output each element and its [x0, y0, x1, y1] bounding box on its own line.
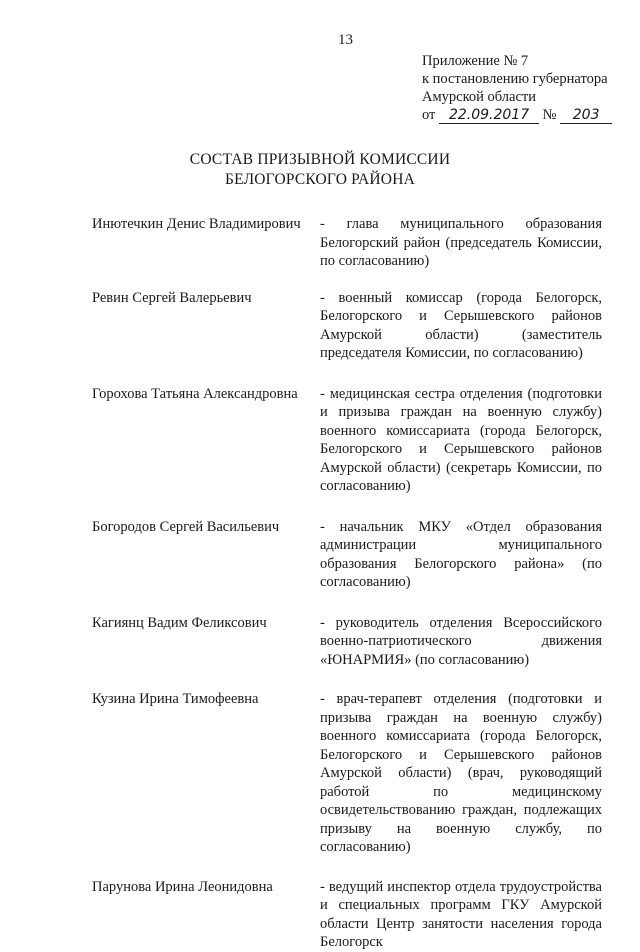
member-row [92, 614, 612, 670]
member-row [92, 385, 612, 496]
member-row [92, 878, 612, 952]
appendix-line-1: Приложение № 7 [422, 53, 529, 69]
appendix-block [422, 52, 612, 124]
member-name: Инютечкин Денис Владимирович [92, 216, 301, 232]
member-name: Богородов Сергей Васильевич [92, 518, 280, 535]
number-prefix: № [542, 107, 557, 123]
member-row [92, 289, 612, 363]
member-name: Кагиянц Вадим Феликсович [92, 614, 267, 631]
member-role: - начальник МКУ «Отдел образования администрации муниципального образования Белогорского района» (по согласованию) [320, 518, 602, 590]
appendix-line-3: Амурской области [422, 89, 536, 105]
commission-members-list [92, 215, 612, 952]
document-title [0, 150, 640, 190]
member-role: - врач-терапевт отделения (подготовки и призыва граждан на военную службу) военного комиссариата (города Белогорск, Белогорского и Серышевского районов Амурской области) (врач, руководящий работой по медицинскому освидетельствованию граждан, подлежащих призыву на военную службу, по согласованию) [320, 691, 602, 855]
page-number: 13 [338, 32, 353, 48]
date-prefix: от [422, 107, 436, 123]
title-line-1: СОСТАВ ПРИЗЫВНОЙ КОМИССИИ [189, 151, 451, 168]
handwritten-date: 22.09.2017 [439, 107, 539, 124]
appendix-line-2: к постановлению губернатора [422, 71, 608, 87]
member-role: - медицинская сестра отделения (подготовки и призыва граждан на военную службу) военного комиссариата (города Белогорск, Белогорского и Серышевского районов Амурской области) (секретарь Комиссии, по согласованию) [320, 385, 602, 494]
decree-line [422, 106, 612, 124]
member-row [92, 518, 612, 592]
member-role: - руководитель отделения Всероссийского военно-патриотического движения «ЮНАРМИЯ» (по согласованию) [320, 614, 602, 668]
member-role: - военный комиссар (города Белогорск, Белогорского и Серышевского районов Амурской области) (заместитель председателя Комиссии, по согласованию) [320, 289, 602, 361]
member-role: - глава муниципального образования Белогорский район (председатель Комиссии, по согласованию) [320, 216, 602, 269]
member-role: - ведущий инспектор отдела трудоустройства и специальных программ ГКУ Амурской области Центр занятости населения города Белогорск [320, 878, 602, 950]
member-row [92, 690, 612, 857]
member-row [92, 215, 612, 271]
handwritten-number: 203 [560, 107, 612, 124]
member-name: Горохова Татьяна Александровна [92, 385, 298, 402]
member-name: Ревин Сергей Валерьевич [92, 289, 252, 306]
member-name: Кузина Ирина Тимофеевна [92, 691, 259, 707]
title-line-2: БЕЛОГОРСКОГО РАЙОНА [225, 171, 415, 188]
member-name: Парунова Ирина Леонидовна [92, 878, 273, 895]
